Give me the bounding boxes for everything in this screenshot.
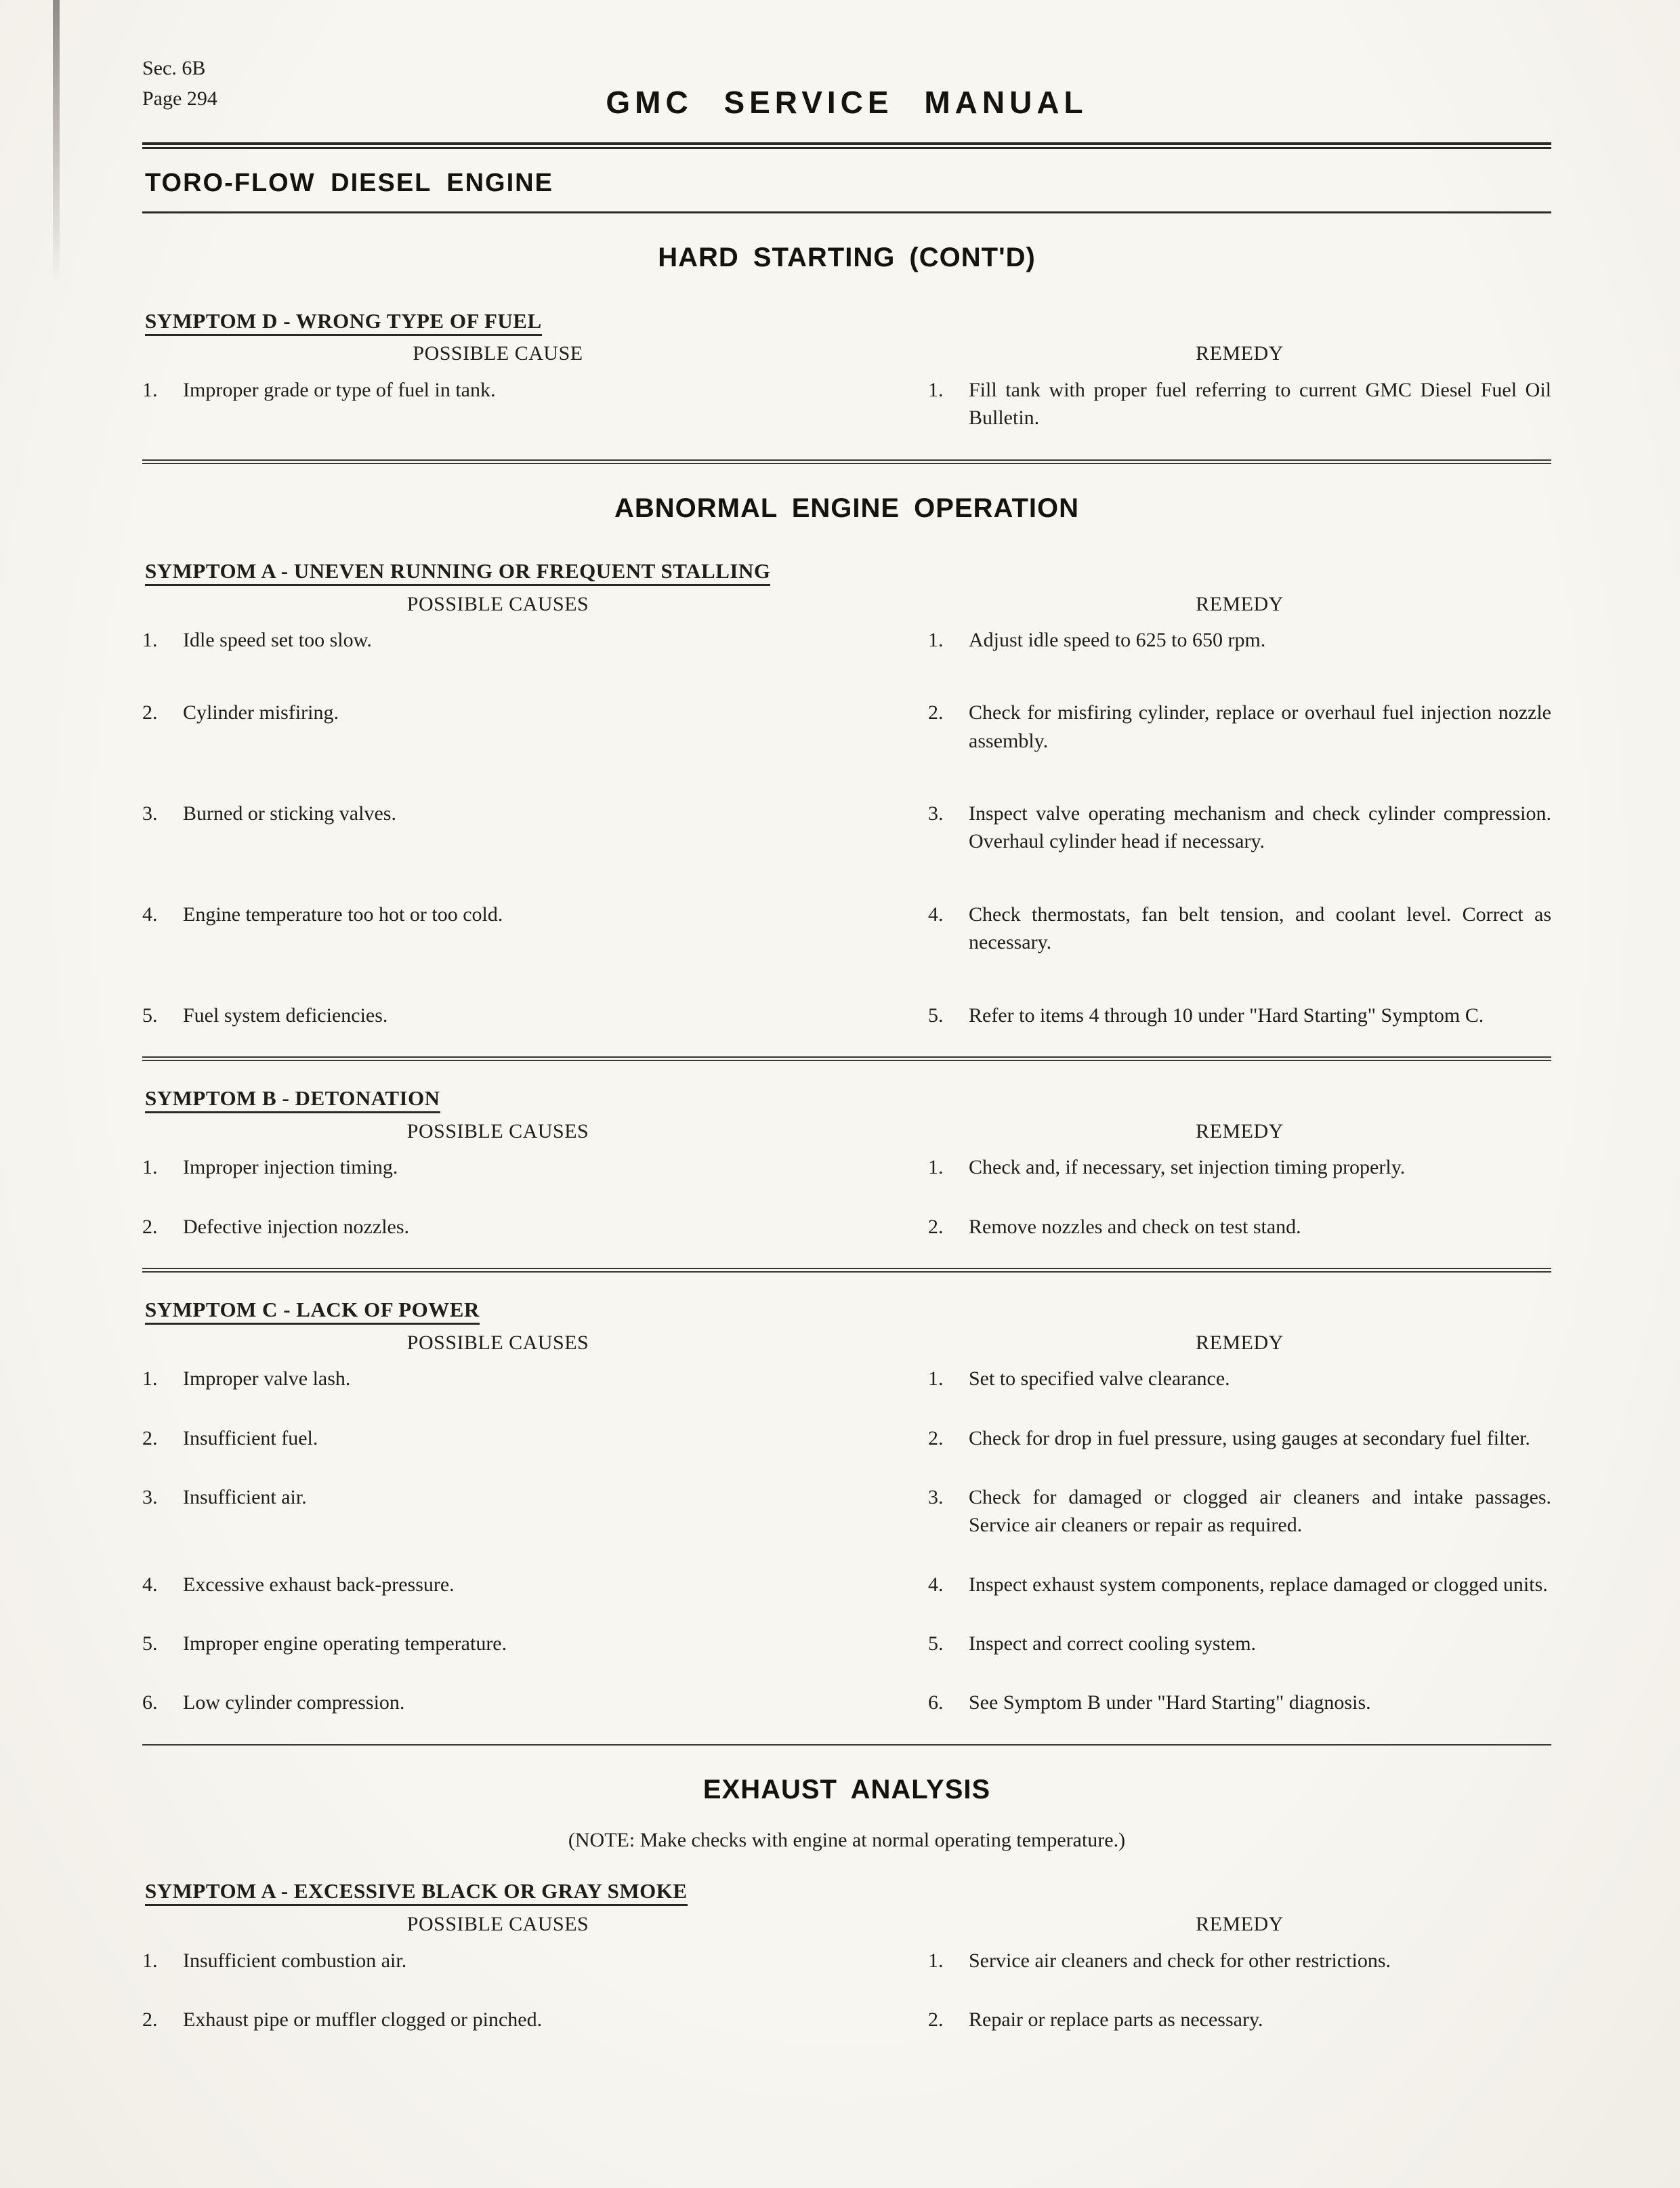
remedy-text: Service air cleaners and check for other restrictions.	[969, 1949, 1391, 1972]
column-headers	[142, 1329, 1551, 1357]
cause-item	[142, 1424, 752, 1452]
cause-cell	[142, 800, 752, 856]
remedy-item	[928, 376, 1551, 432]
cause-item	[142, 2006, 752, 2034]
symptom-heading-text: SYMPTOM A - EXCESSIVE BLACK OR GRAY SMOKE	[145, 1879, 688, 1906]
item-number: 2.	[928, 1215, 944, 1238]
cause-item	[142, 376, 752, 404]
remedy-cell	[928, 699, 1551, 755]
page-number: Page 294	[142, 87, 217, 110]
symptom-heading	[145, 1296, 1551, 1325]
cause-cell	[142, 2006, 752, 2034]
item-number: 5.	[928, 1632, 944, 1655]
remedy-cell	[928, 1213, 1551, 1241]
cause-remedy-row	[142, 1483, 1551, 1540]
remedy-item	[928, 1630, 1551, 1657]
remedy-header: REMEDY	[1196, 1119, 1284, 1142]
cause-remedy-row	[142, 1153, 1551, 1181]
cause-remedy-row	[142, 1002, 1551, 1029]
remedy-text: Inspect and correct cooling system.	[969, 1632, 1257, 1655]
remedy-text: Repair or replace parts as necessary.	[969, 2008, 1263, 2031]
item-number: 2.	[142, 1426, 158, 1449]
item-number: 1.	[142, 1156, 158, 1179]
cause-item	[142, 1630, 752, 1657]
item-number: 3.	[928, 802, 944, 825]
cause-item	[142, 800, 752, 827]
cause-remedy-row	[142, 626, 1551, 654]
section-divider	[142, 1744, 1551, 1746]
item-number: 4.	[142, 1573, 158, 1596]
symptom-heading-text: SYMPTOM D - WRONG TYPE OF FUEL	[145, 309, 542, 336]
cause-text: Low cylinder compression.	[183, 1691, 405, 1714]
remedy-text: Adjust idle speed to 625 to 650 rpm.	[969, 628, 1266, 651]
section-divider	[142, 1268, 1551, 1273]
cause-item	[142, 1947, 752, 1975]
page-id	[142, 53, 217, 114]
remedy-item	[928, 2006, 1551, 2034]
remedy-item	[928, 1365, 1551, 1392]
scan-edge-artifact	[53, 0, 60, 285]
cause-cell	[142, 699, 752, 755]
remedy-cell	[928, 376, 1551, 432]
possible-causes-header: POSSIBLE CAUSES	[406, 1119, 589, 1142]
remedy-item	[928, 1689, 1551, 1716]
remedy-item	[928, 1483, 1551, 1540]
cause-cell	[142, 901, 752, 957]
remedy-cell	[928, 1483, 1551, 1540]
item-number: 2.	[928, 701, 944, 724]
remedy-cell	[928, 1630, 1551, 1657]
remedy-text: Remove nozzles and check on test stand.	[969, 1215, 1301, 1238]
remedy-header: REMEDY	[1196, 342, 1284, 365]
header-rule	[142, 142, 1551, 149]
symptom-heading	[145, 557, 1551, 586]
symptom-heading	[145, 1877, 1551, 1906]
remedy-item	[928, 626, 1551, 654]
symptom-a-exhaust-block	[142, 1877, 1551, 2034]
cause-cell	[142, 626, 752, 654]
cause-text: Idle speed set too slow.	[183, 628, 372, 651]
item-number: 3.	[928, 1485, 944, 1508]
cause-cell	[142, 1213, 752, 1241]
remedy-item	[928, 699, 1551, 755]
column-headers	[142, 1117, 1551, 1145]
symptom-c-block	[142, 1296, 1551, 1717]
item-number: 2.	[142, 1215, 158, 1238]
item-number: 3.	[142, 802, 158, 825]
remedy-item	[928, 1424, 1551, 1452]
possible-causes-header: POSSIBLE CAUSES	[406, 592, 589, 615]
cause-text: Improper engine operating temperature.	[183, 1632, 507, 1655]
cause-remedy-row	[142, 901, 1551, 957]
manual-title: GMC SERVICE MANUAL	[606, 85, 1088, 120]
cause-text: Defective injection nozzles.	[183, 1215, 410, 1238]
item-number: 2.	[142, 701, 158, 724]
possible-causes-header: POSSIBLE CAUSES	[406, 1913, 589, 1936]
page-header	[142, 53, 1551, 133]
remedy-text: Set to specified valve clearance.	[969, 1367, 1230, 1390]
cause-cell	[142, 1365, 752, 1392]
cause-remedy-row	[142, 1571, 1551, 1598]
remedy-cell	[928, 2006, 1551, 2034]
remedy-cell	[928, 1002, 1551, 1029]
cause-text: Improper injection timing.	[183, 1156, 398, 1179]
remedy-text: Check for drop in fuel pressure, using gauges at secondary fuel filter.	[969, 1426, 1530, 1449]
remedy-header: REMEDY	[1196, 1331, 1284, 1354]
remedy-cell	[928, 1689, 1551, 1716]
cause-item	[142, 1483, 752, 1511]
cause-text: Improper valve lash.	[183, 1367, 351, 1390]
remedy-cell	[928, 626, 1551, 654]
section-divider	[142, 1056, 1551, 1061]
cause-cell	[142, 1153, 752, 1181]
remedy-header: REMEDY	[1196, 1913, 1284, 1936]
item-number: 4.	[142, 903, 158, 926]
item-number: 2.	[928, 1426, 944, 1449]
section-note: (NOTE: Make checks with engine at normal operating temperature.)	[568, 1829, 1126, 1852]
item-number: 3.	[142, 1485, 158, 1508]
subtitle-rule	[142, 211, 1551, 213]
cause-item	[142, 1002, 752, 1029]
item-number: 6.	[928, 1691, 944, 1714]
engine-title: TORO-FLOW DIESEL ENGINE	[145, 169, 553, 197]
cause-text: Exhaust pipe or muffler clogged or pinched.	[183, 2008, 543, 2031]
cause-remedy-row	[142, 1213, 1551, 1241]
remedy-text: Inspect exhaust system components, replace damaged or clogged units.	[969, 1573, 1548, 1596]
symptom-heading	[145, 307, 1551, 336]
symptom-heading	[145, 1084, 1551, 1113]
symptom-a-block	[142, 557, 1551, 1029]
item-number: 1.	[928, 1949, 944, 1972]
cause-text: Fuel system deficiencies.	[183, 1004, 388, 1027]
remedy-cell	[928, 1365, 1551, 1392]
cause-text: Improper grade or type of fuel in tank.	[183, 378, 496, 401]
item-number: 1.	[928, 378, 944, 401]
cause-remedy-row	[142, 1689, 1551, 1716]
remedy-cell	[928, 1947, 1551, 1975]
cause-remedy-row	[142, 800, 1551, 856]
cause-remedy-row	[142, 699, 1551, 755]
item-number: 4.	[928, 1573, 944, 1596]
remedy-text: Check thermostats, fan belt tension, and coolant level. Correct as necessary.	[969, 903, 1551, 954]
section-title-exhaust-analysis: EXHAUST ANALYSIS	[702, 1774, 991, 1804]
item-number: 1.	[142, 1949, 158, 1972]
remedy-cell	[928, 1424, 1551, 1452]
remedy-item	[928, 1947, 1551, 1975]
remedy-item	[928, 1213, 1551, 1241]
cause-remedy-row	[142, 1365, 1551, 1392]
item-number: 4.	[928, 903, 944, 926]
remedy-item	[928, 800, 1551, 856]
cause-text: Cylinder misfiring.	[183, 701, 339, 724]
possible-causes-header: POSSIBLE CAUSES	[406, 1331, 589, 1354]
remedy-text: Check for misfiring cylinder, replace or overhaul fuel injection nozzle assembly.	[969, 701, 1551, 752]
cause-cell	[142, 1002, 752, 1029]
remedy-item	[928, 1571, 1551, 1598]
section-title-hard-starting: HARD STARTING (CONT'D)	[658, 243, 1036, 273]
symptom-b-block	[142, 1084, 1551, 1241]
item-number: 1.	[142, 378, 158, 401]
cause-item	[142, 1153, 752, 1181]
column-headers	[142, 590, 1551, 618]
cause-item	[142, 1365, 752, 1392]
remedy-cell	[928, 1571, 1551, 1598]
item-number: 5.	[928, 1004, 944, 1027]
remedy-item	[928, 1153, 1551, 1181]
remedy-item	[928, 1002, 1551, 1029]
item-number: 2.	[142, 2008, 158, 2031]
cause-item	[142, 1213, 752, 1241]
item-number: 1.	[928, 1367, 944, 1390]
item-number: 5.	[142, 1632, 158, 1655]
cause-text: Insufficient fuel.	[183, 1426, 318, 1449]
cause-remedy-row	[142, 376, 1551, 432]
remedy-cell	[928, 1153, 1551, 1181]
cause-remedy-row	[142, 1630, 1551, 1657]
section-title-abnormal-engine-operation: ABNORMAL ENGINE OPERATION	[614, 493, 1079, 523]
cause-cell	[142, 1630, 752, 1657]
symptom-heading-text: SYMPTOM B - DETONATION	[145, 1086, 440, 1113]
section-divider	[142, 459, 1551, 464]
item-number: 1.	[142, 1367, 158, 1390]
remedy-text: Check for damaged or clogged air cleaners and intake passages. Service air cleaners or repair as required.	[969, 1485, 1551, 1537]
symptom-d-block	[142, 307, 1551, 432]
cause-remedy-row	[142, 1947, 1551, 1975]
remedy-text: Fill tank with proper fuel referring to current GMC Diesel Fuel Oil Bulletin.	[969, 378, 1551, 430]
remedy-text: Inspect valve operating mechanism and check cylinder compression. Overhaul cylinder head if necessary.	[969, 802, 1551, 853]
cause-item	[142, 901, 752, 928]
cause-cell	[142, 1483, 752, 1540]
cause-item	[142, 626, 752, 654]
symptom-heading-text: SYMPTOM A - UNEVEN RUNNING OR FREQUENT STALLING	[145, 559, 770, 586]
cause-text: Burned or sticking valves.	[183, 802, 396, 825]
cause-item	[142, 1689, 752, 1716]
remedy-header: REMEDY	[1196, 592, 1284, 615]
item-number: 6.	[142, 1691, 158, 1714]
cause-item	[142, 1571, 752, 1598]
item-number: 5.	[142, 1004, 158, 1027]
cause-item	[142, 699, 752, 726]
remedy-item	[928, 901, 1551, 957]
cause-text: Insufficient air.	[183, 1485, 307, 1508]
cause-text: Insufficient combustion air.	[183, 1949, 407, 1972]
column-headers	[142, 1910, 1551, 1938]
item-number: 1.	[928, 1156, 944, 1179]
remedy-text: See Symptom B under "Hard Starting" diagnosis.	[969, 1691, 1371, 1714]
cause-remedy-row	[142, 1424, 1551, 1452]
item-number: 1.	[928, 628, 944, 651]
item-number: 2.	[928, 2008, 944, 2031]
cause-text: Engine temperature too hot or too cold.	[183, 903, 503, 926]
cause-cell	[142, 376, 752, 432]
remedy-cell	[928, 800, 1551, 856]
cause-cell	[142, 1947, 752, 1975]
cause-cell	[142, 1689, 752, 1716]
cause-text: Excessive exhaust back-pressure.	[183, 1573, 455, 1596]
cause-cell	[142, 1571, 752, 1598]
item-number: 1.	[142, 628, 158, 651]
cause-cell	[142, 1424, 752, 1452]
remedy-cell	[928, 901, 1551, 957]
possible-cause-header: POSSIBLE CAUSE	[413, 342, 583, 365]
remedy-text: Check and, if necessary, set injection timing properly.	[969, 1156, 1406, 1179]
symptom-heading-text: SYMPTOM C - LACK OF POWER	[145, 1298, 480, 1325]
column-headers	[142, 339, 1551, 367]
remedy-text: Refer to items 4 through 10 under "Hard Starting" Symptom C.	[969, 1004, 1484, 1027]
section-label: Sec. 6B	[142, 57, 206, 79]
cause-remedy-row	[142, 2006, 1551, 2034]
